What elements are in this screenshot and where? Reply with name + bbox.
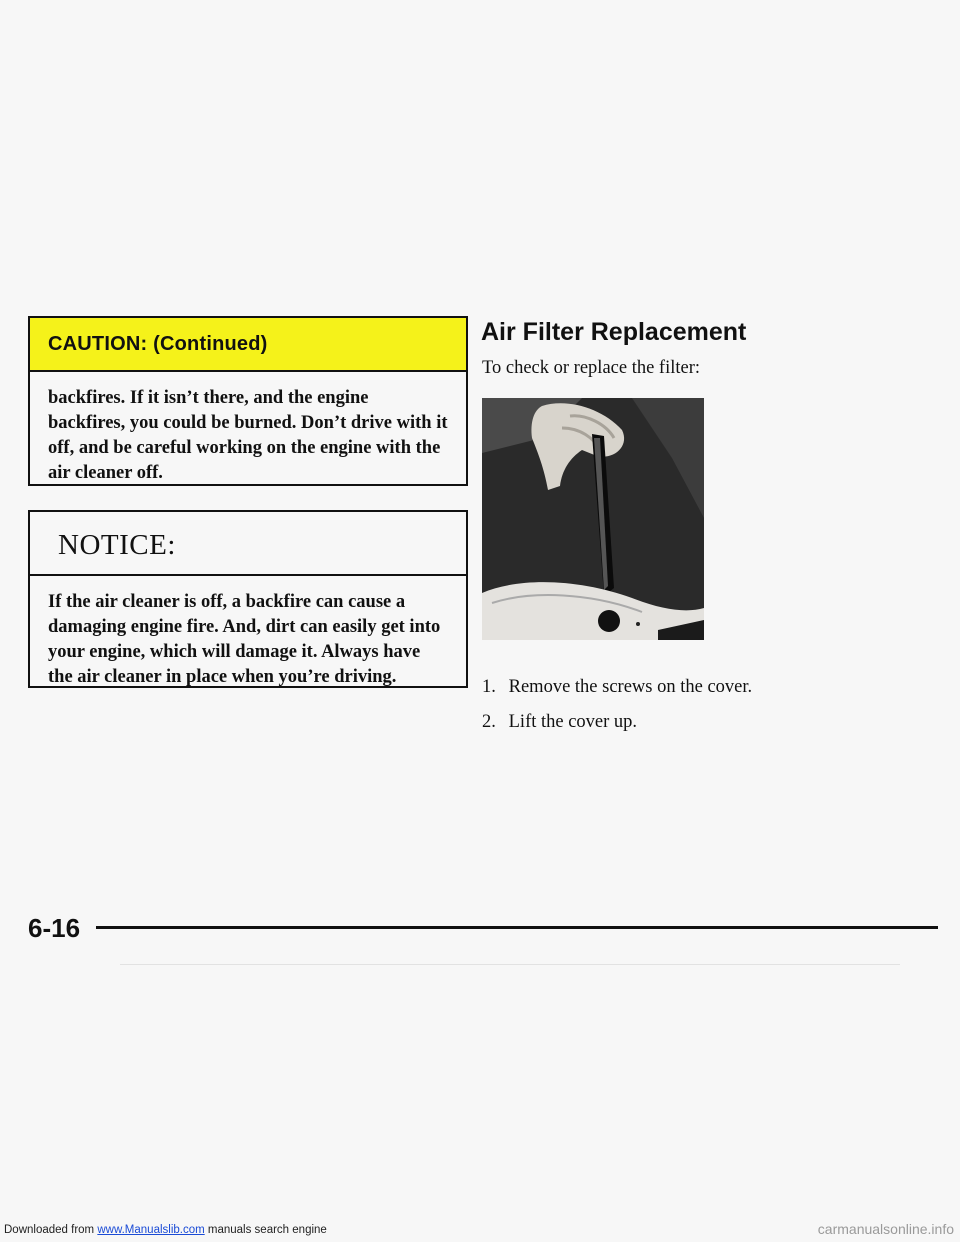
section-title: Air Filter Replacement — [481, 318, 747, 346]
download-prefix: Downloaded from — [4, 1224, 98, 1236]
step-text: Remove the screws on the cover. — [508, 677, 753, 697]
download-note — [4, 1224, 327, 1236]
notice-box — [28, 510, 468, 688]
scan-rule — [120, 964, 900, 965]
notice-body: If the air cleaner is off, a backfire can cause a damaging engine fire. And, dirt can easily get into your engine, which will damage it. Always have the air cleaner in place when you’re driving. — [48, 592, 441, 687]
notice-header: NOTICE: — [30, 512, 466, 576]
manualslib-link[interactable]: www.Manualslib.com — [97, 1224, 205, 1236]
page-number: 6-16 — [28, 913, 81, 943]
caution-body: backfires. If it isn’t there, and the engine backfires, you could be burned. Don’t drive with it off, and be careful working on the engine with the air cleaner off. — [48, 388, 448, 483]
download-suffix: manuals search engine — [204, 1224, 327, 1236]
step-item — [482, 676, 752, 711]
footer-rule — [96, 926, 938, 929]
watermark: carmanualsonline.info — [817, 1221, 954, 1237]
step-number: 1. — [482, 677, 496, 697]
intro-text: To check or replace the filter: — [482, 358, 701, 378]
air-filter-photo — [482, 398, 704, 640]
caution-header: CAUTION: (Continued) — [30, 318, 466, 372]
step-item — [482, 711, 752, 746]
steps-list — [482, 676, 752, 746]
caution-box — [28, 316, 468, 486]
step-text: Lift the cover up. — [508, 712, 638, 732]
step-number: 2. — [482, 712, 496, 732]
